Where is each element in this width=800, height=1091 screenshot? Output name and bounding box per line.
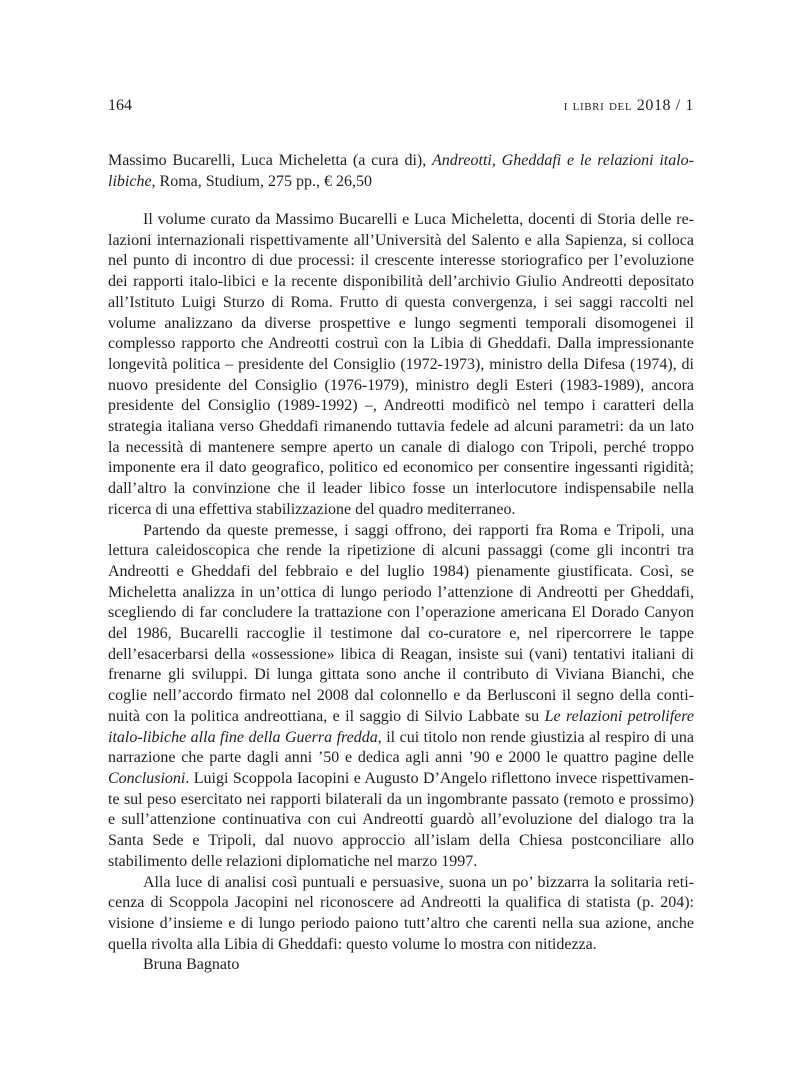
paragraph-2-text-a: Partendo da queste premesse, i saggi offrono, dei rapporti fra Roma e Tripoli, una lettura caleidoscopica che rende la ripetizione di alcuni passaggi (come gli incontri tra Andreotti e Gheddafi del febbraio e del luglio 1984) pienamente giustificata. Così, se Micheletta analizza in un’ottica di lungo periodo l’attenzione di Andreotti per Gheddafi, scegliendo di far concludere la trattazione con l’operazione americana El Dorado Canyon del 1986, Bucarelli raccoglie il testimone dal co-curatore e, nel ripercorrere le tappe dell’esacerbarsi della «ossessione» libica di Reagan, insiste sui (vani) tentativi italiani di frenarne gli sviluppi. Di lunga gittata sono anche il contributo di Viviana Bianchi, che coglie nell’accordo firmato nel 2008 dal colonnello e da Berlusconi il segno della continuità con la politica andreottiana, e il saggio di Silvio Labbate su [108,521,694,725]
paragraph-2-text-c: . Luigi Scoppola Iacopini e Augusto D’Angelo riflettono invece rispettivamente sul peso esercitato nei rapporti bilaterali da un ingombrante passato (remoto e prossimo) e sull’attenzione continuativa con cui Andreotti guardò all’evoluzione del dialogo tra la Santa Sede e Tripoli, dal nuovo approccio all’islam della Chiesa postconciliare allo stabilimento delle relazioni diplomatiche nel marzo 1997. [108,769,694,870]
citation-authors: Massimo Bucarelli, Luca Micheletta (a cura di), [108,152,433,169]
review-paragraph-2 [108,521,694,873]
conclusioni-title: Conclusioni [108,769,186,787]
page-number: 164 [108,97,132,114]
review-paragraph-1: Il volume curato da Massimo Bucarelli e Luca Micheletta, docenti di Storia delle relazioni internazionali rispettivamente all’Università del Salento e alla Sapienza, si colloca nel punto di incontro di due processi: il crescente interesse storiografico per l’evoluzione dei rapporti italo-libici e la recente disponibilità dell’archivio Giulio Andreotti depositato all’Istituto Luigi Sturzo di Roma. Frutto di questa convergenza, i sei saggi raccolti nel volume analizzano da diverse prospettive e lungo segmenti temporali disomogenei il complesso rapporto che Andreotti costruì con la Libia di Gheddafi. Dalla impressionante longevità politica – presidente del Consiglio (1972-1973), ministro della Difesa (1974), di nuovo presidente del Consiglio (1976-1979), ministro degli Esteri (1983-1989), ancora presidente del Consiglio (1989-1992) –, Andreotti modificò nel tempo i caratteri della strategia italiana verso Gheddafi rimanendo tuttavia fedele ad alcuni parametri: da un lato la necessità di mantenere sempre aperto un canale di dialogo con Tripoli, perché troppo imponente era il dato geografico, politico ed economico per consentire ingessanti rigidità; dall’altro la convinzione che il leader libico fosse un interlocutore indispensabile nella ricerca di una effettiva stabilizzazione del quadro mediterraneo. [108,211,694,518]
citation-book-title: Andreotti, Gheddafi e le relazioni italo-libiche [108,152,694,190]
essay-title: Le relazioni petrolifere italo-libiche alla fine della Guerra fredda [108,707,695,746]
review-paragraph-3: Alla luce di analisi così puntuali e persuasive, suona un po’ bizzarra la solitaria reticenza di Scoppola Jacopini nel riconoscere ad Andreotti la qualifica di statista (p. 204): visione d’insieme e di lungo periodo paiono tutt’altro che carenti nella sua azione, anche quella rivolta alla Libia di Gheddafi: questo volume lo mostra con nitidezza. [108,873,694,953]
book-page [108,0,694,1091]
citation-publication: , Roma, Studium, 275 pp., € 26,50 [151,173,372,190]
reviewer-signature: Bruna Bagnato [143,956,240,974]
bibliographic-citation [108,150,694,192]
paragraph-2-text-b: , il cui titolo non rende giustizia al respiro di una narrazione che parte dagli anni ’50 e dedica agli anni ’90 e 2000 le quattro pagine delle [108,728,694,767]
running-title: i libri del 2018 / 1 [563,97,694,114]
review-body [108,210,694,976]
